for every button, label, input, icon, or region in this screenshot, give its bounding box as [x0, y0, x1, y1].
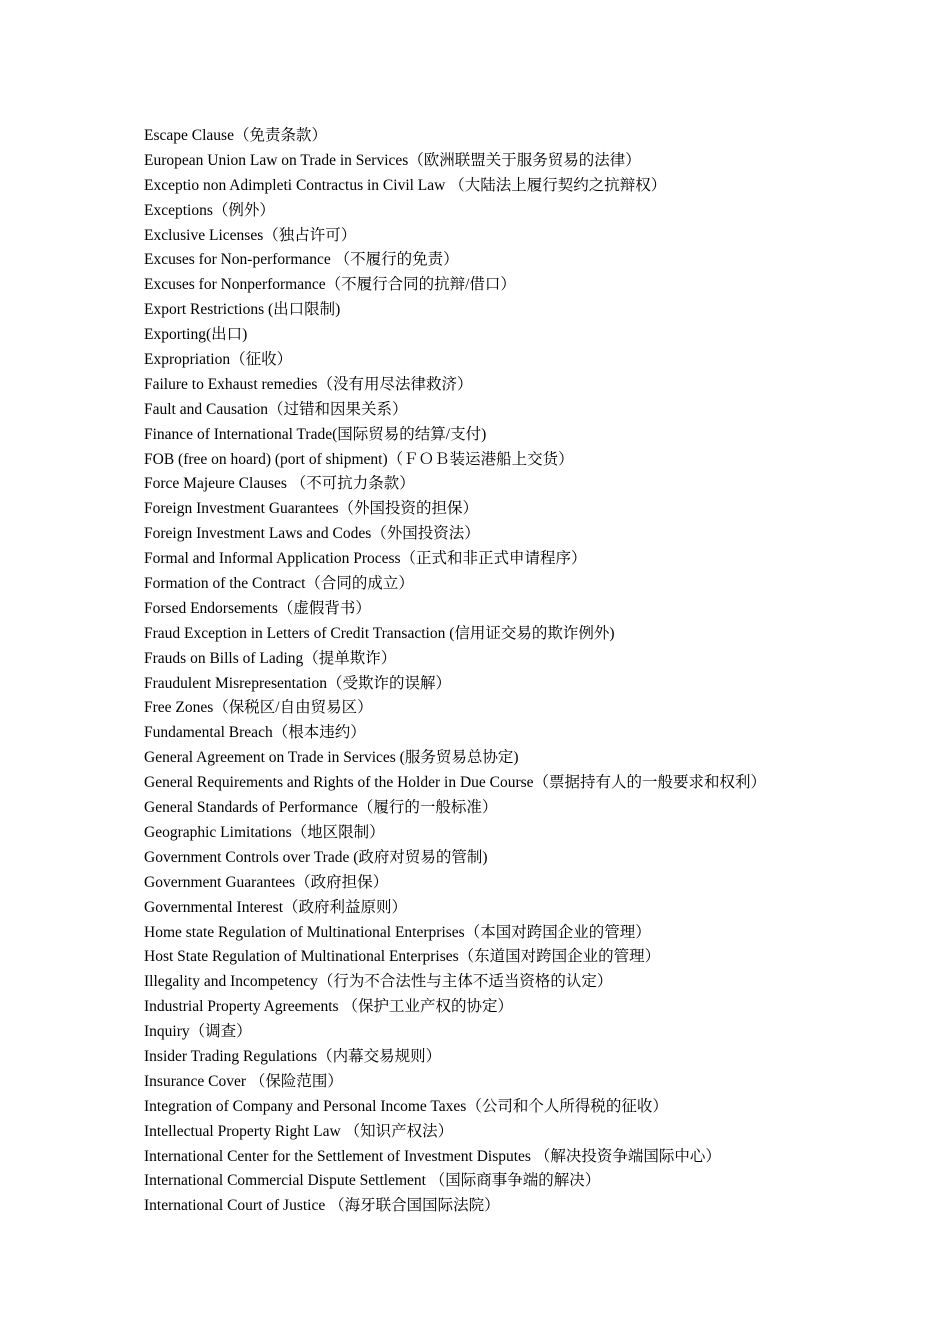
glossary-entry: General Requirements and Rights of the Holder in Due Course（票据持有人的一般要求和权利） — [144, 774, 767, 792]
glossary-entry: European Union Law on Trade in Services（欧洲联盟关于服务贸易的法律） — [144, 151, 641, 169]
glossary-entry: Escape Clause（免责条款） — [144, 127, 327, 144]
glossary-entry: Home state Regulation of Multinational Enterprises（本国对跨国企业的管理） — [144, 923, 651, 941]
glossary-list — [144, 124, 924, 1219]
glossary-entry: Free Zones（保税区/自由贸易区） — [144, 699, 373, 717]
glossary-entry: Insurance Cover （保险范围） — [144, 1072, 343, 1090]
glossary-entry: Fundamental Breach（根本违约） — [144, 724, 366, 742]
glossary-entry: International Court of Justice （海牙联合国国际法院） — [144, 1197, 500, 1215]
glossary-entry: Export Restrictions (出口限制) — [144, 301, 341, 319]
glossary-entry: Governmental Interest（政府利益原则） — [144, 898, 408, 916]
glossary-entry: Formation of the Contract（合同的成立） — [144, 575, 414, 593]
glossary-entry: International Commercial Dispute Settlement （国际商事争端的解决） — [144, 1172, 601, 1190]
glossary-entry: Geographic Limitations（地区限制） — [144, 823, 385, 841]
glossary-entry: Exclusive Licenses（独占许可） — [144, 226, 357, 244]
glossary-entry: Illegality and Incompetency（行为不合法性与主体不适当资格的认定） — [144, 973, 613, 991]
glossary-entry: Formal and Informal Application Process（正式和非正式申请程序） — [144, 550, 587, 568]
glossary-entry: Failure to Exhaust remedies（没有用尽法律救济） — [144, 375, 473, 393]
glossary-entry: Excuses for Nonperformance（不履行合同的抗辩/借口） — [144, 276, 516, 294]
glossary-entry: International Center for the Settlement of Investment Disputes （解决投资争端国际中心） — [144, 1147, 721, 1165]
glossary-entry: Insider Trading Regulations（内幕交易规则） — [144, 1047, 442, 1065]
glossary-entry: Fraudulent Misrepresentation（受欺诈的误解） — [144, 674, 451, 692]
glossary-entry: Fault and Causation（过错和因果关系） — [144, 400, 408, 418]
glossary-entry: Foreign Investment Guarantees（外国投资的担保） — [144, 500, 479, 518]
glossary-entry: FOB (free on hoard) (port of shipment)（ＦＯＢ装运港船上交货） — [144, 450, 574, 468]
glossary-entry: Government Guarantees（政府担保） — [144, 873, 389, 891]
glossary-entry: Exporting(出口) — [144, 326, 248, 344]
glossary-entry: Foreign Investment Laws and Codes（外国投资法） — [144, 525, 480, 543]
glossary-entry: Exceptions（例外） — [144, 201, 275, 219]
glossary-entry: General Standards of Performance（履行的一般标准） — [144, 799, 498, 817]
glossary-entry: Host State Regulation of Multinational Enterprises（东道国对跨国企业的管理） — [144, 948, 661, 966]
glossary-entry: Inquiry（调查） — [144, 1023, 252, 1041]
glossary-entry: Government Controls over Trade (政府对贸易的管制) — [144, 848, 488, 866]
glossary-entry: Integration of Company and Personal Income Taxes（公司和个人所得税的征收） — [144, 1097, 668, 1115]
glossary-entry: Finance of International Trade(国际贸易的结算/支付) — [144, 425, 487, 443]
glossary-entry: Force Majeure Clauses （不可抗力条款） — [144, 475, 415, 493]
glossary-entry: Forsed Endorsements（虚假背书） — [144, 599, 371, 617]
glossary-entry: Excuses for Non-performance （不履行的免责） — [144, 251, 459, 269]
glossary-entry: Intellectual Property Right Law （知识产权法） — [144, 1122, 454, 1140]
glossary-entry: Frauds on Bills of Lading（提单欺诈） — [144, 649, 397, 667]
glossary-entry: General Agreement on Trade in Services (服务贸易总协定) — [144, 749, 519, 767]
glossary-entry: Industrial Property Agreements （保护工业产权的协定） — [144, 998, 513, 1016]
glossary-entry: Exceptio non Adimpleti Contractus in Civil Law （大陆法上履行契约之抗辩权） — [144, 176, 667, 194]
glossary-entry: Fraud Exception in Letters of Credit Transaction (信用证交易的欺诈例外) — [144, 624, 615, 642]
glossary-entry: Expropriation（征收） — [144, 351, 293, 369]
